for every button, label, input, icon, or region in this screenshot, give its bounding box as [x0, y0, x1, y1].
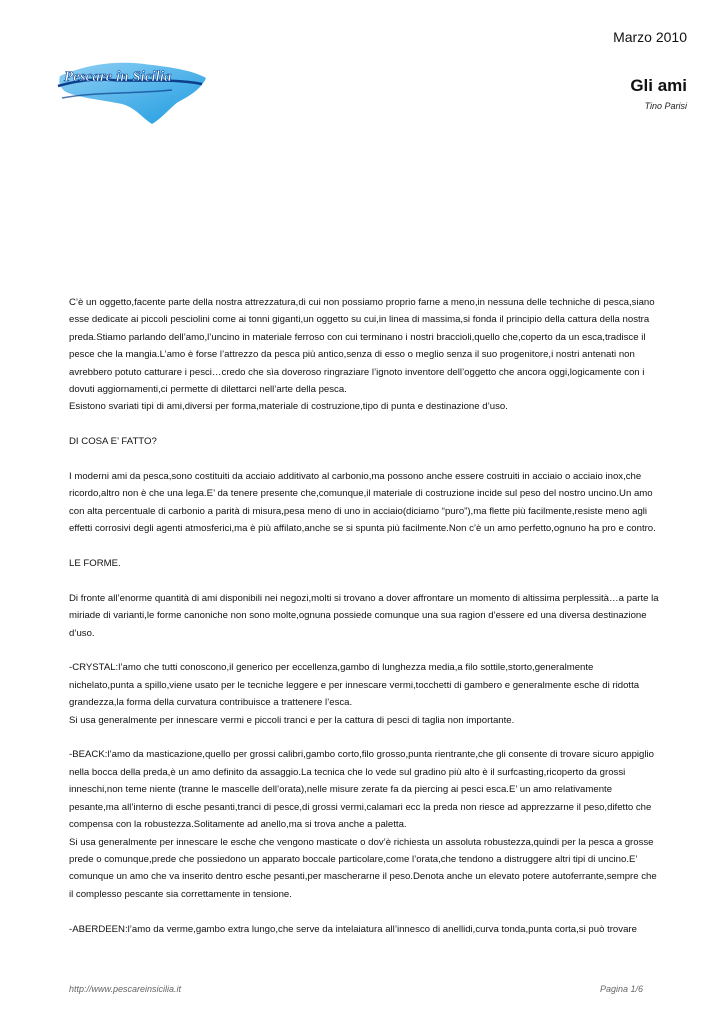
body-paragraph: Si usa generalmente per innescare le esche che vengono masticate o dov’è richiesta un assoluta robustezza,quindi per la pesca a grosse prede o comunque,prede che possiedono un apparato boccale particolare,come l’orata,che tendono a distruggere altri tipi di uncino.E’ comunque un amo che va inserito dentro esche pesanti,per mascherarne il peso.Denota anche un elevato potere autoferrante,sempre che il complesso pescante sia correttamente in tensione. [69, 836, 657, 900]
logo-text: Pescare in Sicilia [64, 69, 172, 85]
page-number: Pagina 1/6 [599, 984, 643, 994]
article-author: Tino Parisi [644, 101, 687, 111]
body-paragraph: -BEACK:l’amo da masticazione,quello per grossi calibri,gambo corto,filo grosso,punta rientrante,che gli consente di trovare sicuro appiglio nella bocca della preda,è un amo definito da assaggio.La tecnica che lo vede sul gradino più alto è il surfcasting,ricoperto da grossi inneschi,non teme niente (tranne le mascelle dell’orata),nelle misure zerate fa da piercing ai pesci esca.E’ un amo relativamente pesante,ma all’interno di esche pesanti,tranci di pesce,di grossi vermi,calamari ecc la preda non riesce ad apprezzarne il peso,difetto che compensa con la robustezza.Solitamente ad anello,ma si trova anche a paletta. [69, 749, 654, 831]
issue-date: Marzo 2010 [613, 29, 687, 45]
article-body [69, 294, 659, 955]
article-title: Gli ami [630, 76, 687, 95]
body-paragraph: -CRYSTAL:l’amo che tutti conoscono,il generico per eccellenza,gambo di lunghezza media,a filo sottile,storto,generalmente nichelato,punta a spillo,viene usato per le tecniche leggere e per innescare vermi,tocchetti di gambero e generalmente esche di ridotta grandezza,la forma della curvatura contribuisce a trattenere l’esca. [69, 662, 640, 709]
body-paragraph: Esistono svariati tipi di ami,diversi per forma,materiale di costruzione,tipo di punta e destinazione d’uso. [69, 401, 508, 413]
body-paragraph: I moderni ami da pesca,sono costituiti da acciaio additivato al carbonio,ma possono anche essere costruiti in acciaio o acciaio inox,che ricordo,altro non è che una lega.E’ da tenere presente che,comunque,il materiale di costruzione incide sul peso del nostro uncino.Un amo con alta percentuale di carbonio a parità di misura,pesa meno di uno in acciaio(diciamo “puro”),ma flette più facilmente,resiste meno agli effetti corrosivi degli agenti atmosferici,ma è più affilato,anche se si spunta più facilmente.Non c’è un amo perfetto,ognuno ha pro e contro. [69, 471, 656, 535]
body-paragraph: Di fronte all’enorme quantità di ami disponibili nei negozi,molti si trovano a dover affrontare un momento di altissima perplessità…a parte la miriade di varianti,le forme canoniche non sono molte,ognuna possiede comunque una sua ragion d’essere ed una diversa destinazione d’uso. [69, 592, 659, 639]
body-paragraph: C’è un oggetto,facente parte della nostra attrezzatura,di cui non possiamo proprio farne a meno,in nessuna delle techniche di pesca,siano esse dedicate ai piccoli pesciolini come ai tonni giganti,un oggetto su cui,in linea di massima,si fonda il principio della cattura della nostra preda.Stiamo parlando dell’amo,l’uncino in materiale ferroso con cui terminano i nostri braccioli,quello che,coperto da un esca,tradisce il pesce che la mangia.L’amo è forse l’attrezzo da pesca più antico,senza di esso o meglio senza il suo progenitore,i nostri antenati non avrebbero potuto catturare i pesci…credo che sìa doveroso ringraziare l’ignoto inventore dell’oggetto che ancora oggi,logicamente con i dovuti aggiornamenti,ci permette di dilettarci nell’arte della pesca. [69, 297, 655, 396]
body-paragraph: -ABERDEEN:l’amo da verme,gambo extra lungo,che serve da intelaiatura all’innesco di anellidi,curva tonda,punta corta,si può trovare [69, 923, 637, 935]
section-heading: DI COSA E’ FATTO? [69, 436, 157, 448]
footer-url-link[interactable]: http://www.pescareinsicilia.it [69, 984, 182, 994]
pescare-in-sicilia-logo [52, 48, 210, 130]
body-paragraph: Si usa generalmente per innescare vermi e piccoli tranci e per la cattura di pesci di taglia non importante. [69, 714, 515, 726]
section-heading: LE FORME. [69, 558, 121, 570]
